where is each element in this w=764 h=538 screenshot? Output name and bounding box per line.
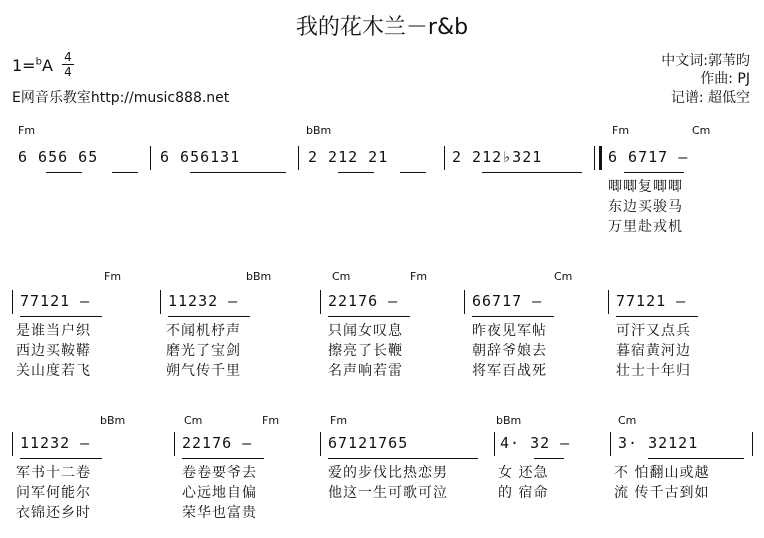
lyric-line: 问军何能尔 [16,485,91,501]
measure: 3· 32121 [618,434,699,452]
chord-label: Fm [104,270,122,283]
lyric-line: 心远地自偏 [182,485,257,501]
lyric-line: 关山度若飞 [16,363,91,379]
lyric-line: 是谁当户织 [16,323,91,339]
lyric-line: 壮士十年归 [616,363,691,379]
lyric-line: 名声响若雷 [328,363,403,379]
lyric-line: 朝辞爷娘去 [472,343,547,359]
measure: 77121 – [20,292,91,310]
measure: 11232 – [168,292,239,310]
chord-label: bBm [496,414,522,427]
lyric-line: 卷卷要爷去 [182,465,257,481]
time-top: 4 [64,50,72,64]
chord-label: Cm [184,414,203,427]
chord-label: Fm [612,124,630,137]
measure: 4· 32 – [500,434,571,452]
source-url: E网音乐教室http://music888.net [12,90,230,106]
key-flat: b [35,56,42,68]
lyric-line: 荣华也富贵 [182,505,257,521]
chord-label: Fm [330,414,348,427]
measure: 6 656131 [160,148,241,166]
lyric-line: 磨光了宝剑 [166,343,241,359]
chord-label: Fm [262,414,280,427]
measure: 6 656 65 [18,148,99,166]
chord-label: Cm [554,270,573,283]
lyric-line: 万里赴戎机 [608,219,683,235]
lyric-line: 不闻机杼声 [166,323,241,339]
lyricist-credit: 中文词:郭苇昀 [661,53,750,69]
lyric-line: 朔气传千里 [166,363,241,379]
chord-label: bBm [100,414,126,427]
lyric-line: 军书十二卷 [16,465,91,481]
lyric-line: 东边买骏马 [608,199,683,215]
lyric-line: 可汗又点兵 [616,323,691,339]
time-signature [62,51,74,78]
key-note: A [41,56,53,75]
lyric-line: 只闻女叹息 [328,323,403,339]
lyric-line: 暮宿黄河边 [616,343,691,359]
lyric-line: 衣锦还乡时 [16,505,91,521]
lyric-line: 女 还急 [498,465,549,481]
lyric-line: 不 怕翻山或越 [614,465,710,481]
lyric-line: 的 宿命 [498,485,549,501]
chord-label: bBm [306,124,332,137]
lyric-line: 西边买鞍鞯 [16,343,91,359]
chord-label: Cm [332,270,351,283]
chord-label: Fm [18,124,36,137]
transcriber-credit: 记谱: 超低空 [670,90,750,106]
lyric-line: 昨夜见军帖 [472,323,547,339]
measure: 77121 – [616,292,687,310]
key-signature [12,56,53,75]
key-prefix: 1= [12,56,36,75]
lyric-line: 将军百战死 [472,363,547,379]
measure: 67121765 [328,434,409,452]
chord-label: bBm [246,270,272,283]
measure: 6 6717 – [608,148,689,166]
chord-label: Fm [410,270,428,283]
lyric-line: 唧唧复唧唧 [608,179,683,195]
measure: 11232 – [20,434,91,452]
lyric-line: 流 传千古到如 [614,485,710,501]
measure: 66717 – [472,292,543,310]
measure: 2 212♭321 [452,148,543,166]
lyric-line: 他这一生可歌可泣 [328,485,448,501]
chord-label: Cm [618,414,637,427]
measure: 22176 – [182,434,253,452]
time-bottom: 4 [64,65,72,79]
measure: 22176 – [328,292,399,310]
song-title: 我的花木兰－r&b [295,15,469,40]
lyric-line: 擦亮了长鞭 [328,343,403,359]
composer-credit: 作曲: PJ [700,71,750,87]
chord-label: Cm [692,124,711,137]
measure: 2 212 21 [308,148,389,166]
lyric-line: 爱的步伐比热恋男 [328,465,448,481]
